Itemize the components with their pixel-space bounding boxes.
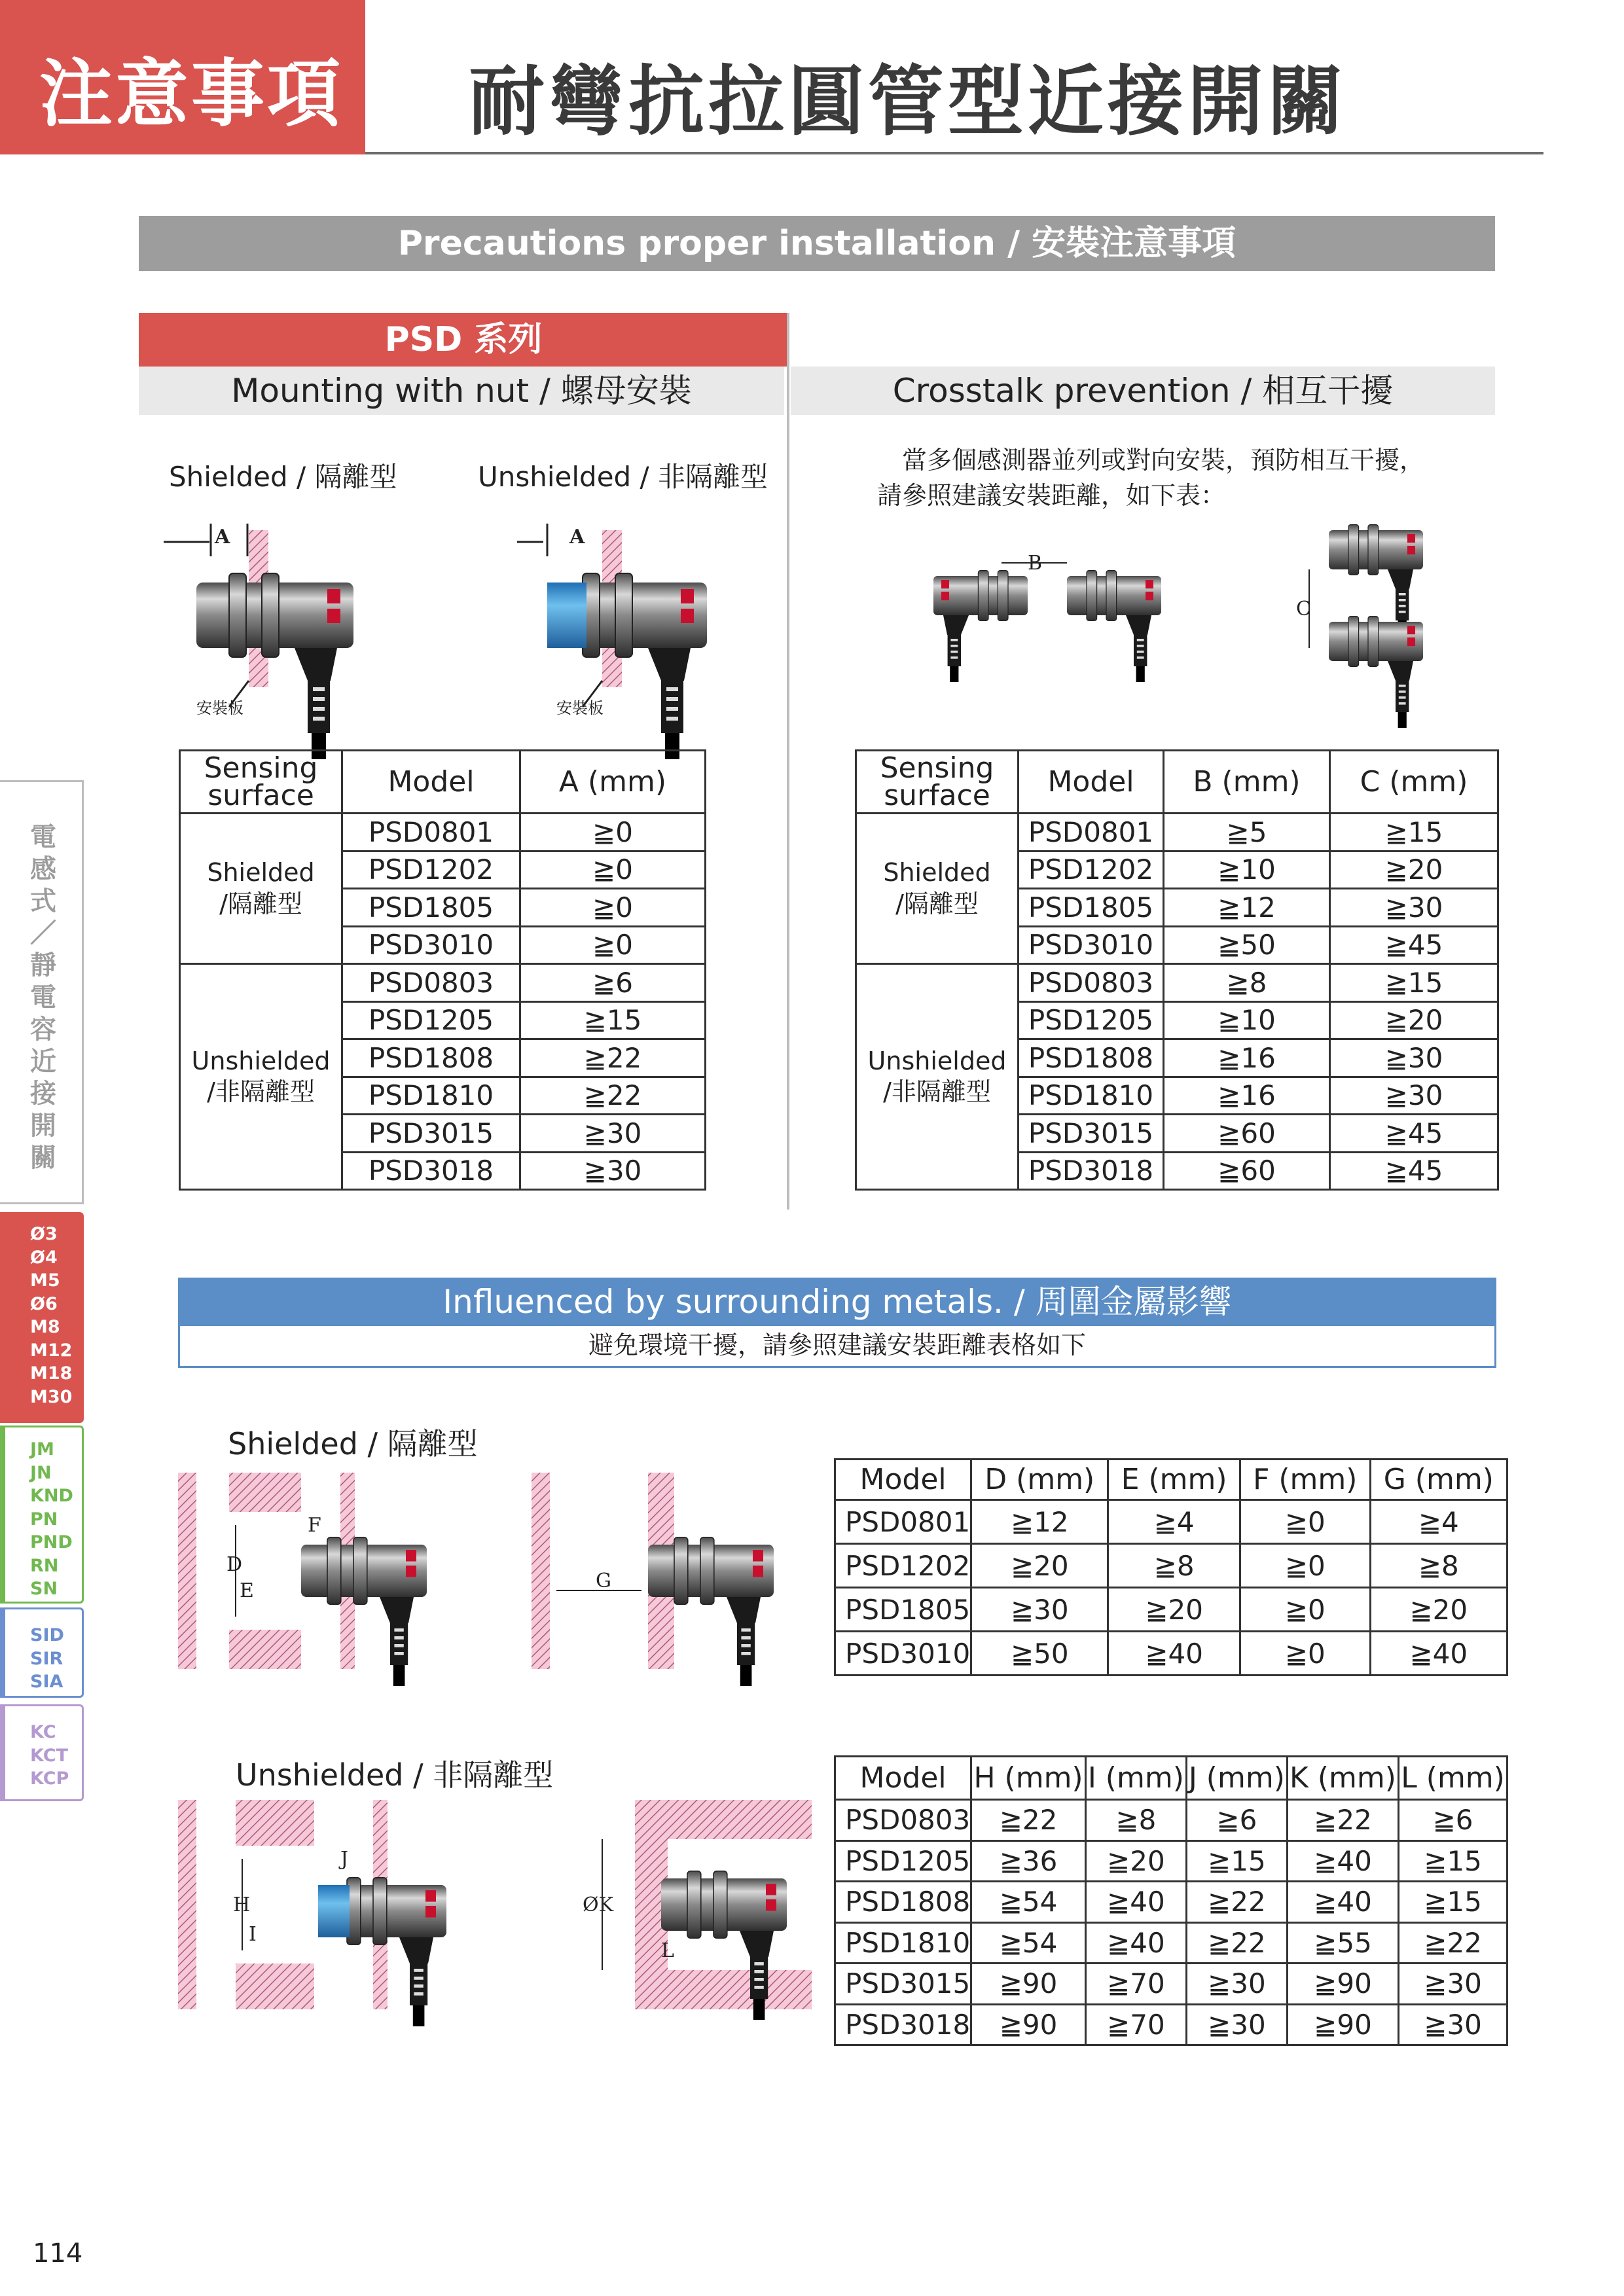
t1-group-unshielded: Unshielded /非隔離型 <box>180 964 342 1190</box>
crosstalk-side-by-side-diagram <box>871 550 1211 694</box>
table-cell: ≧20 <box>1085 1840 1186 1882</box>
crosstalk-note-line2: 請參照建議安裝距離，如下表： <box>877 481 1226 510</box>
section-divider <box>787 313 789 1210</box>
table-cell: ≧15 <box>520 1001 706 1039</box>
table-cell: ≧50 <box>1164 926 1330 964</box>
table-cell: PSD3015 <box>835 1964 971 2005</box>
table-cell: ≧70 <box>1085 2004 1186 2045</box>
dim-a-label: A <box>215 526 230 548</box>
table-cell: PSD1202 <box>835 1544 971 1588</box>
psd-series-bar: PSD 系列 <box>139 313 788 367</box>
table-cell: ≧40 <box>1085 1922 1186 1964</box>
table-cell: PSD3010 <box>835 1632 971 1676</box>
table-cell: ≧15 <box>1399 1840 1507 1882</box>
table-cell: ≧12 <box>971 1500 1108 1544</box>
table-cell: PSD1810 <box>342 1077 520 1115</box>
side-tab-sid-label: SID SIR SIA <box>30 1625 64 1692</box>
side-tab-jm[interactable] <box>0 1426 84 1604</box>
t1-group-shielded: Shielded /隔離型 <box>180 814 342 964</box>
side-category-tab[interactable] <box>0 780 84 1204</box>
table-cell: ≧20 <box>1108 1588 1240 1632</box>
table-cell: ≧0 <box>520 851 706 889</box>
table-cell: PSD1808 <box>1019 1039 1164 1077</box>
t1-header-surface: Sensing surface <box>180 751 342 814</box>
table-cell: ≧0 <box>520 814 706 852</box>
table-cell: ≧60 <box>1164 1152 1330 1190</box>
t3-header: Model <box>835 1460 971 1500</box>
table-cell: PSD3018 <box>1019 1152 1164 1190</box>
crosstalk-title: Crosstalk prevention / 相互干擾 <box>791 367 1495 415</box>
table-cell: ≧10 <box>1164 1001 1330 1039</box>
metal-shielded-side-diagram <box>177 1473 452 1669</box>
mount-plate-label-2: 安裝板 <box>556 699 604 717</box>
crosstalk-stacked-diagram <box>1296 484 1466 746</box>
header-tag-text: 注意事項 <box>39 52 343 137</box>
side-tab-kc-label: KC KCT KCP <box>30 1722 69 1789</box>
t3-header: D (mm) <box>971 1460 1108 1500</box>
t4-header: K (mm) <box>1287 1757 1398 1800</box>
table-cell: ≧16 <box>1164 1039 1330 1077</box>
table-cell: ≧22 <box>971 1800 1086 1841</box>
side-category-label: 電感式／靜電容近接開關 <box>30 822 56 1173</box>
table-cell: ≧0 <box>520 926 706 964</box>
t1-header-model: Model <box>342 751 520 814</box>
mount-distance-table <box>179 749 706 1191</box>
table-cell: ≧6 <box>1399 1800 1507 1841</box>
dim-j-label: J <box>340 1848 349 1871</box>
metal-shielded-back-diagram <box>530 1473 805 1669</box>
table-cell: PSD1205 <box>342 1001 520 1039</box>
dim-a-label-2: A <box>569 526 585 548</box>
header-rule <box>365 152 1543 154</box>
table-cell: ≧4 <box>1108 1500 1240 1544</box>
table-cell: ≧0 <box>1240 1500 1370 1544</box>
table-cell: PSD3010 <box>342 926 520 964</box>
table-cell: ≧30 <box>1399 1964 1507 2005</box>
table-cell: ≧15 <box>1399 1882 1507 1923</box>
table-cell: ≧30 <box>1330 889 1498 927</box>
table-cell: ≧0 <box>1240 1588 1370 1632</box>
t4-header: H (mm) <box>971 1757 1086 1800</box>
unshielded-mount-diagram <box>517 517 727 726</box>
table-cell: PSD1808 <box>342 1039 520 1077</box>
table-cell: PSD0803 <box>1019 964 1164 1002</box>
table-cell: ≧5 <box>1164 814 1330 852</box>
table-cell: ≧30 <box>1330 1039 1498 1077</box>
table-cell: ≧22 <box>1186 1922 1287 1964</box>
table-cell: ≧20 <box>1330 1001 1498 1039</box>
table-cell: PSD1808 <box>835 1882 971 1923</box>
dim-g-label: G <box>596 1570 611 1592</box>
t4-header: J (mm) <box>1186 1757 1287 1800</box>
t3-header: E (mm) <box>1108 1460 1240 1500</box>
table-cell: ≧30 <box>520 1115 706 1153</box>
t1-header-a: A (mm) <box>520 751 706 814</box>
table-cell: PSD1202 <box>1019 851 1164 889</box>
precautions-bar: Precautions proper installation / 安裝注意事項 <box>139 216 1495 271</box>
table-cell: ≧15 <box>1330 814 1498 852</box>
t2-header-surface: Sensing surface <box>856 751 1019 814</box>
side-tab-kc[interactable] <box>0 1704 84 1801</box>
table-cell: PSD1805 <box>1019 889 1164 927</box>
dim-h-label: H <box>233 1893 251 1916</box>
dim-l-label: L <box>661 1939 674 1962</box>
dim-f-label: F <box>308 1514 321 1537</box>
page-title: 耐彎抗拉圓管型近接開關 <box>469 58 1347 146</box>
metals-bar: Influenced by surrounding metals. / 周圍金屬影響 <box>178 1278 1496 1326</box>
table-cell: ≧60 <box>1164 1115 1330 1153</box>
table-cell: ≧20 <box>1330 851 1498 889</box>
unshielded-label: Unshielded / 非隔離型 <box>478 461 768 493</box>
table-cell: ≧90 <box>971 1964 1086 2005</box>
side-tab-jm-label: JM JN KND PN PND RN SN <box>30 1439 73 1599</box>
dim-e-label: E <box>240 1579 254 1602</box>
table-cell: ≧0 <box>1240 1544 1370 1588</box>
table-cell: ≧30 <box>1186 1964 1287 2005</box>
table-cell: ≧8 <box>1370 1544 1507 1588</box>
side-tab-sizes[interactable] <box>0 1212 84 1423</box>
t4-header: L (mm) <box>1399 1757 1507 1800</box>
table-cell: PSD1205 <box>1019 1001 1164 1039</box>
table-cell: ≧8 <box>1164 964 1330 1002</box>
table-cell: PSD0803 <box>342 964 520 1002</box>
table-cell: ≧90 <box>971 2004 1086 2045</box>
table-cell: ≧36 <box>971 1840 1086 1882</box>
table-cell: ≧22 <box>520 1039 706 1077</box>
metals-note: 避免環境干擾，請參照建議安裝距離表格如下 <box>178 1326 1496 1368</box>
dim-i-label: I <box>249 1923 257 1946</box>
shielded-mount-diagram <box>164 517 373 726</box>
metals-unshielded-label: Unshielded / 非隔離型 <box>236 1757 554 1793</box>
table-cell: PSD0803 <box>835 1800 971 1841</box>
table-cell: ≧6 <box>520 964 706 1002</box>
table-cell: ≧22 <box>520 1077 706 1115</box>
t4-header: I (mm) <box>1085 1757 1186 1800</box>
dim-k-label: ØK <box>583 1893 614 1916</box>
table-cell: ≧22 <box>1186 1882 1287 1923</box>
table-cell: ≧15 <box>1186 1840 1287 1882</box>
t2-header-c: C (mm) <box>1330 751 1498 814</box>
table-cell: ≧30 <box>971 1588 1108 1632</box>
table-cell: ≧45 <box>1330 1152 1498 1190</box>
table-cell: ≧45 <box>1330 1115 1498 1153</box>
dim-c-label: C <box>1296 598 1311 620</box>
crosstalk-note-line1: 當多個感測器並列或對向安裝，預防相互干擾， <box>902 446 1425 475</box>
mounting-title: Mounting with nut / 螺母安裝 <box>139 367 784 415</box>
table-cell: ≧54 <box>971 1882 1086 1923</box>
table-cell: ≧90 <box>1287 1964 1398 2005</box>
table-cell: PSD0801 <box>835 1500 971 1544</box>
table-cell: ≧6 <box>1186 1800 1287 1841</box>
table-cell: ≧45 <box>1330 926 1498 964</box>
table-cell: ≧54 <box>971 1922 1086 1964</box>
table-cell: ≧4 <box>1370 1500 1507 1544</box>
t3-header: G (mm) <box>1370 1460 1507 1500</box>
table-cell: PSD0801 <box>342 814 520 852</box>
table-cell: ≧40 <box>1085 1882 1186 1923</box>
table-cell: ≧30 <box>1186 2004 1287 2045</box>
t2-group-shielded: Shielded /隔離型 <box>856 814 1019 964</box>
table-cell: ≧30 <box>1330 1077 1498 1115</box>
table-cell: PSD3015 <box>342 1115 520 1153</box>
metals-shielded-table <box>834 1458 1508 1676</box>
metals-shielded-label: Shielded / 隔離型 <box>228 1426 478 1462</box>
table-cell: ≧40 <box>1287 1840 1398 1882</box>
dim-b-label: B <box>1028 552 1043 575</box>
shielded-label: Shielded / 隔離型 <box>169 461 397 493</box>
t3-header: F (mm) <box>1240 1460 1370 1500</box>
table-cell: PSD1805 <box>342 889 520 927</box>
mount-plate-label: 安裝板 <box>196 699 244 717</box>
table-cell: ≧50 <box>971 1632 1108 1676</box>
page-number: 114 <box>33 2238 83 2269</box>
t2-group-unshielded: Unshielded /非隔離型 <box>856 964 1019 1190</box>
table-cell: ≧16 <box>1164 1077 1330 1115</box>
table-cell: ≧8 <box>1108 1544 1240 1588</box>
table-cell: PSD0801 <box>1019 814 1164 852</box>
table-cell: PSD1805 <box>835 1588 971 1632</box>
table-cell: ≧15 <box>1330 964 1498 1002</box>
t2-header-b: B (mm) <box>1164 751 1330 814</box>
t4-header: Model <box>835 1757 971 1800</box>
table-cell: ≧90 <box>1287 2004 1398 2045</box>
table-cell: ≧40 <box>1287 1882 1398 1923</box>
table-cell: ≧55 <box>1287 1922 1398 1964</box>
table-cell: ≧40 <box>1108 1632 1240 1676</box>
metal-unshielded-ring-diagram <box>576 1800 825 2009</box>
table-cell: ≧12 <box>1164 889 1330 927</box>
table-cell: PSD1810 <box>1019 1077 1164 1115</box>
table-cell: ≧20 <box>971 1544 1108 1588</box>
table-cell: PSD1202 <box>342 851 520 889</box>
table-cell: ≧22 <box>1399 1922 1507 1964</box>
table-cell: PSD1205 <box>835 1840 971 1882</box>
table-cell: PSD3018 <box>342 1152 520 1190</box>
table-cell: ≧10 <box>1164 851 1330 889</box>
table-cell: ≧40 <box>1370 1632 1507 1676</box>
metals-unshielded-table <box>834 1755 1508 2046</box>
table-cell: ≧30 <box>520 1152 706 1190</box>
table-cell: ≧0 <box>1240 1632 1370 1676</box>
table-cell: ≧70 <box>1085 1964 1186 2005</box>
table-cell: ≧0 <box>520 889 706 927</box>
dim-d-label: D <box>226 1553 243 1576</box>
table-cell: ≧8 <box>1085 1800 1186 1841</box>
table-cell: ≧30 <box>1399 2004 1507 2045</box>
side-tab-sid[interactable] <box>0 1607 84 1698</box>
table-cell: PSD3018 <box>835 2004 971 2045</box>
table-cell: ≧22 <box>1287 1800 1398 1841</box>
metal-unshielded-side-diagram <box>177 1800 478 2009</box>
t2-header-model: Model <box>1019 751 1164 814</box>
table-cell: PSD3015 <box>1019 1115 1164 1153</box>
side-tab-sizes-label: Ø3 Ø4 M5 Ø6 M8 M12 M18 M30 <box>30 1224 73 1407</box>
crosstalk-distance-table <box>855 749 1499 1191</box>
table-cell: PSD3010 <box>1019 926 1164 964</box>
header-tag <box>0 0 365 154</box>
table-cell: ≧20 <box>1370 1588 1507 1632</box>
table-cell: PSD1810 <box>835 1922 971 1964</box>
